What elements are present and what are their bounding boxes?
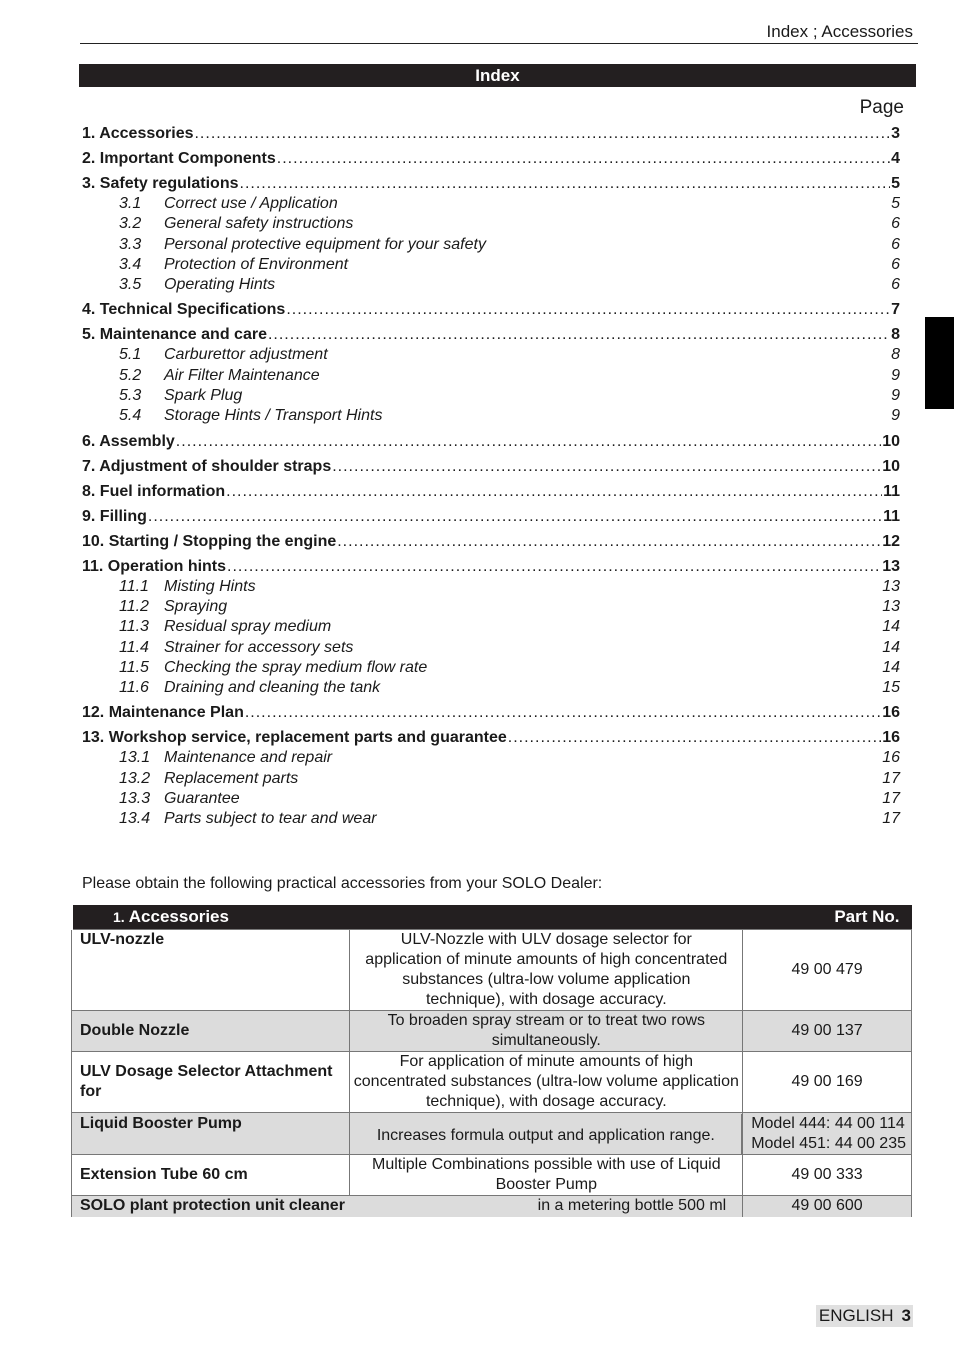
- toc-subentry-number: 3.5: [119, 276, 142, 294]
- toc-subentry-number: 3.2: [119, 215, 142, 233]
- toc-leader-dots: [332, 457, 881, 477]
- toc-subentry-number: 5.1: [119, 346, 142, 364]
- toc-subentry-page: 13: [882, 597, 900, 615]
- toc-subentry: [82, 275, 900, 295]
- toc-subentry-number: 11.6: [119, 679, 149, 697]
- toc-subentry: [82, 386, 900, 406]
- table-row: [72, 1052, 912, 1113]
- toc-subentry-page: 5: [891, 195, 900, 212]
- toc-subentry: [82, 194, 900, 214]
- toc-subentry: [82, 255, 900, 275]
- toc-entry-label: 7. Adjustment of shoulder straps: [82, 457, 332, 475]
- toc-subentry: [82, 597, 900, 617]
- toc-entry-page: 4: [891, 150, 900, 167]
- toc-subentry-number: 5.2: [119, 366, 142, 384]
- toc-subentry-page: 6: [891, 235, 900, 253]
- toc-subentry-page: 9: [891, 366, 900, 384]
- accessory-description-text: Increases formula output and application range.: [376, 1126, 715, 1144]
- toc-subentry: [82, 809, 900, 829]
- toc-entry-page: 13: [882, 557, 900, 575]
- accessory-description: To broaden spray stream or to treat two rows simultaneously.: [350, 1011, 743, 1052]
- toc-leader-dots: [226, 482, 882, 502]
- toc-subentry-page: 9: [891, 387, 900, 405]
- accessory-description: [350, 1113, 743, 1155]
- toc-entry: [82, 124, 900, 144]
- toc-subentry-title: Operating Hints: [164, 276, 276, 294]
- toc-subentry-number: 13.1: [119, 749, 151, 767]
- toc-subentry-page: 6: [891, 276, 900, 294]
- accessory-name: SOLO plant protection unit cleaner: [72, 1196, 350, 1217]
- table-row: [72, 930, 912, 1011]
- accessory-name: Extension Tube 60 cm: [72, 1155, 350, 1196]
- toc-entry-label: 1. Accessories: [82, 125, 194, 142]
- accessory-description: Multiple Combinations possible with use of Liquid Booster Pump: [350, 1155, 743, 1196]
- chapter-thumb-tab: [925, 317, 954, 409]
- toc-subentry-title: Guarantee: [164, 790, 240, 808]
- toc-entry-page: 10: [882, 432, 900, 450]
- toc-subentry-title: Spark Plug: [164, 387, 243, 405]
- toc-subentry-title: Carburettor adjustment: [164, 346, 328, 364]
- toc-subentry-page: 6: [891, 215, 900, 233]
- toc-entry: [82, 728, 900, 748]
- toc-entry: [82, 482, 900, 502]
- toc-subentry: [82, 789, 900, 809]
- toc-subentry-title: Strainer for accessory sets: [164, 638, 354, 656]
- toc-subentry-number: 13.4: [119, 810, 151, 828]
- accessory-name: Double Nozzle: [72, 1011, 350, 1052]
- accessory-description: For application of minute amounts of high concentrated substances (ultra-low volume application technique), with dosage accuracy.: [350, 1052, 743, 1113]
- header-rule: [80, 43, 918, 44]
- toc-leader-dots: [227, 557, 881, 577]
- toc-entry-page: 3: [891, 125, 900, 142]
- toc-leader-dots: [277, 149, 890, 169]
- toc-entry-label: 8. Fuel information: [82, 482, 226, 500]
- toc-entry: [82, 703, 900, 723]
- toc-entry-label: 9. Filling: [82, 507, 147, 525]
- toc-subentry-page: 13: [882, 577, 900, 595]
- toc-entry-page: 5: [891, 175, 900, 192]
- toc-subentry-page: 9: [891, 407, 900, 425]
- toc-subentry: [82, 748, 900, 768]
- table-row: [72, 1011, 912, 1052]
- toc-subentry-page: 16: [882, 749, 900, 767]
- toc-leader-dots: [286, 300, 890, 320]
- part-no-heading: Part No.: [743, 905, 912, 930]
- toc-subentry-title: Maintenance and repair: [164, 749, 333, 767]
- toc-entry-page: 16: [882, 729, 900, 747]
- toc-leader-dots: [148, 507, 882, 527]
- accessory-description: in a metering bottle 500 ml: [350, 1196, 743, 1217]
- toc-subentry-number: 3.1: [119, 195, 142, 212]
- toc-subentry: [82, 769, 900, 789]
- toc-entry: [82, 149, 900, 169]
- toc-leader-dots: [240, 174, 891, 194]
- toc-subentry-title: Misting Hints: [164, 577, 256, 595]
- toc-entry-label: 10. Starting / Stopping the engine: [82, 532, 337, 550]
- toc-entry-page: 10: [882, 457, 900, 475]
- table-row: [72, 1196, 912, 1217]
- part-number: 49 00 137: [743, 1011, 912, 1052]
- toc-subentry-title: Parts subject to tear and wear: [164, 810, 377, 828]
- toc-subentry-number: 11.3: [119, 618, 149, 636]
- toc-subentry-title: Personal protective equipment for your safety: [164, 235, 486, 253]
- toc-subentry-title: Air Filter Maintenance: [164, 366, 320, 384]
- toc-subentry-title: Replacement parts: [164, 769, 299, 787]
- page-footer: [816, 1305, 913, 1327]
- part-number-model-444: Model 444: 44 00 114: [751, 1114, 905, 1132]
- toc-subentry: [82, 214, 900, 234]
- toc-subentry-number: 5.3: [119, 387, 142, 405]
- toc-entry-label: 12. Maintenance Plan: [82, 704, 244, 722]
- toc-leader-dots: [194, 124, 890, 144]
- toc-leader-dots: [245, 703, 881, 723]
- toc-subentry-number: 5.4: [119, 407, 142, 425]
- table-row: [72, 1113, 912, 1155]
- toc-subentry: [82, 345, 900, 365]
- toc-subentry-number: 13.2: [119, 769, 151, 787]
- toc-subentry-number: 11.4: [119, 638, 149, 656]
- table-of-contents: [82, 124, 900, 830]
- footer-language: ENGLISH: [818, 1306, 894, 1325]
- toc-entry-label: 5. Maintenance and care: [82, 326, 267, 344]
- toc-subentry: [82, 638, 900, 658]
- toc-entry: [82, 507, 900, 527]
- toc-subentry-number: 11.5: [119, 658, 149, 676]
- toc-leader-dots: [176, 432, 881, 452]
- footer-page-number: 3: [901, 1306, 911, 1325]
- toc-entry-page: 12: [882, 532, 900, 550]
- toc-subentry-page: 8: [891, 346, 900, 364]
- part-number: 49 00 600: [743, 1196, 912, 1217]
- part-number: 49 00 169: [743, 1052, 912, 1113]
- toc-subentry-number: 3.3: [119, 235, 142, 253]
- accessories-table-header: [72, 905, 912, 930]
- toc-leader-dots: [337, 532, 881, 552]
- toc-entry-label: 4. Technical Specifications: [82, 301, 286, 319]
- running-header: Index ; Accessories: [766, 22, 913, 41]
- page-column-label: Page: [859, 97, 904, 118]
- toc-entry-page: 11: [883, 507, 900, 525]
- toc-subentry-title: Draining and cleaning the tank: [164, 679, 381, 697]
- part-number: 49 00 333: [743, 1155, 912, 1196]
- toc-subentry-title: Storage Hints / Transport Hints: [164, 407, 383, 425]
- toc-subentry-page: 15: [882, 679, 900, 697]
- toc-entry: [82, 457, 900, 477]
- toc-subentry-page: 17: [882, 769, 900, 787]
- toc-subentry: [82, 577, 900, 597]
- toc-subentry-page: 14: [882, 638, 900, 656]
- toc-subentry: [82, 406, 900, 426]
- index-title-bar: Index: [79, 64, 916, 87]
- toc-subentry-number: 13.3: [119, 790, 151, 808]
- toc-subentry-page: 14: [882, 658, 900, 676]
- toc-entry: [82, 325, 900, 345]
- toc-subentry: [82, 235, 900, 255]
- toc-subentry: [82, 678, 900, 698]
- toc-entry-label: 3. Safety regulations: [82, 175, 239, 192]
- toc-subentry-number: 11.1: [119, 577, 149, 595]
- toc-entry: [82, 432, 900, 452]
- toc-subentry-number: 11.2: [119, 597, 149, 615]
- accessories-table: [70, 905, 912, 1217]
- toc-entry-label: 13. Workshop service, replacement parts and guarantee: [82, 729, 507, 747]
- toc-leader-dots: [508, 728, 881, 748]
- toc-subentry-page: 17: [882, 790, 900, 808]
- toc-subentry-number: 3.4: [119, 255, 142, 273]
- toc-subentry: [82, 366, 900, 386]
- toc-entry: [82, 557, 900, 577]
- part-number: 49 00 479: [743, 930, 912, 1011]
- toc-subentry-title: Protection of Environment: [164, 255, 349, 273]
- toc-entry-label: 2. Important Components: [82, 150, 276, 167]
- toc-subentry-title: Spraying: [164, 597, 228, 615]
- toc-entry-page: 11: [883, 482, 900, 500]
- toc-entry: [82, 174, 900, 194]
- accessory-description: ULV-Nozzle with ULV dosage selector for application of minute amounts of high concentrated substances (ultra-low volume application technique), with dosage accuracy.: [350, 930, 743, 1011]
- toc-entry: [82, 532, 900, 552]
- toc-subentry: [82, 617, 900, 637]
- toc-subentry-page: 17: [882, 810, 900, 828]
- toc-entry-label: 11. Operation hints: [82, 557, 227, 575]
- toc-subentry-title: General safety instructions: [164, 215, 354, 233]
- toc-subentry-title: Correct use / Application: [164, 195, 338, 212]
- part-number-models: [743, 1113, 912, 1155]
- accessory-name: ULV-nozzle: [72, 930, 350, 1011]
- toc-subentry-page: 14: [882, 618, 900, 636]
- part-number-model-451: Model 451: 44 00 235: [751, 1134, 906, 1152]
- accessory-name: ULV Dosage Selector Attachment for: [72, 1052, 350, 1113]
- toc-entry-label: 6. Assembly: [82, 432, 175, 450]
- toc-leader-dots: [268, 325, 890, 345]
- accessories-intro: Please obtain the following practical accessories from your SOLO Dealer:: [82, 875, 603, 892]
- accessory-name: Liquid Booster Pump: [72, 1113, 350, 1155]
- toc-entry: [82, 300, 900, 320]
- table-row: [72, 1155, 912, 1196]
- toc-entry-page: 7: [891, 301, 900, 319]
- toc-subentry-page: 6: [891, 255, 900, 273]
- toc-subentry-title: Checking the spray medium flow rate: [164, 658, 428, 676]
- toc-entry-page: 16: [882, 704, 900, 722]
- accessories-heading: 1. Accessories: [72, 905, 743, 930]
- toc-entry-page: 8: [891, 326, 900, 344]
- toc-subentry-title: Residual spray medium: [164, 618, 332, 636]
- toc-subentry: [82, 658, 900, 678]
